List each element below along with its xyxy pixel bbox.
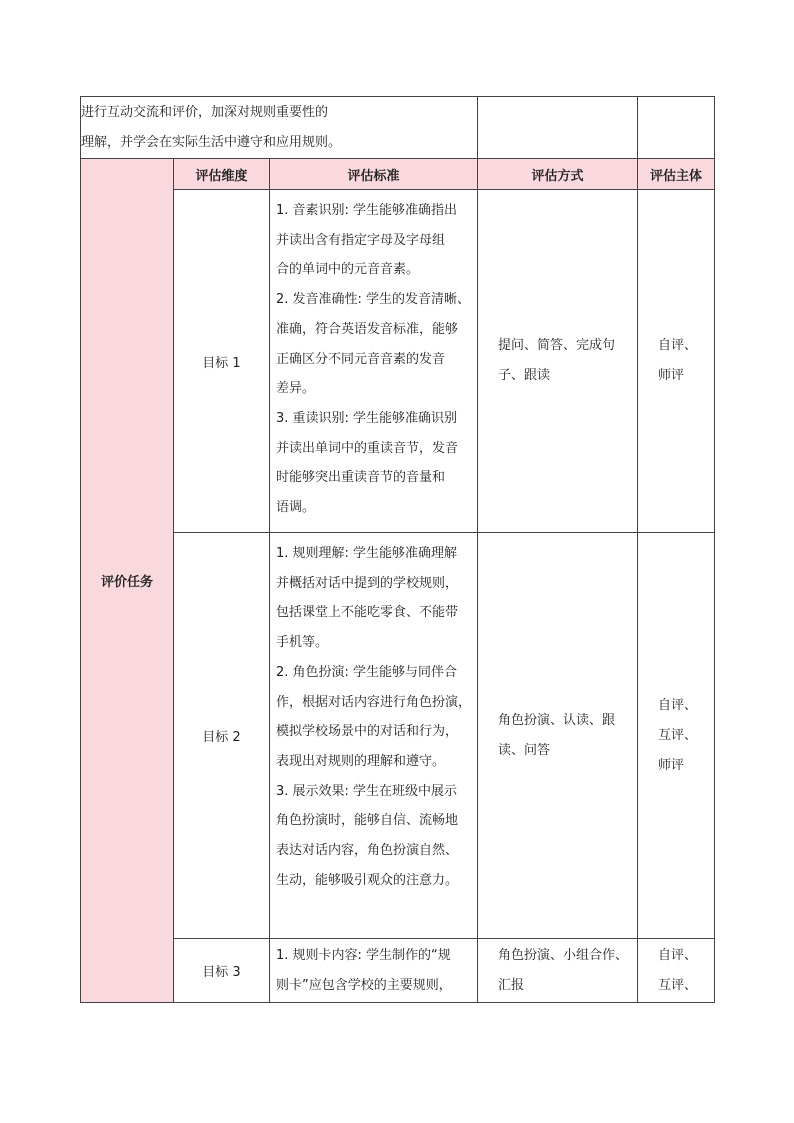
goal-cell: 目标 3: [174, 939, 270, 1003]
criteria-line: 1. 规则理解: 学生能够准确理解: [276, 546, 458, 561]
criteria-line: 正确区分不同元音音素的发音: [276, 351, 446, 367]
goal-cell: 目标 2: [174, 533, 270, 939]
method-cell: [478, 533, 638, 939]
subject-line: 自评、: [658, 948, 698, 963]
criteria-line: 并概括对话中提到的学校规则，: [276, 575, 459, 591]
header-row: [81, 159, 715, 190]
criteria-line: 2. 角色扮演: 学生能够与同伴合: [276, 664, 458, 680]
criteria-line: 表现出对规则的理解和遵守。: [276, 753, 446, 769]
criteria-line: 1. 音素识别: 学生能够准确指出: [276, 203, 458, 218]
header-dimension: 评估维度: [174, 159, 270, 190]
subject-cell: [638, 533, 715, 939]
criteria-line: 表达对话内容，角色扮演自然、: [276, 843, 459, 859]
criteria-cell: [270, 190, 478, 533]
empty-cell: [478, 97, 638, 159]
criteria-cell: [270, 533, 478, 939]
header-subject: 评估主体: [638, 159, 715, 190]
header-criteria: 评估标准: [270, 159, 478, 190]
criteria-line: 合的单词中的元音音素。: [276, 262, 420, 278]
goal-cell: 目标 1: [174, 190, 270, 533]
criteria-line: 差异。: [276, 381, 316, 397]
criteria-line: 包括课堂上不能吃零食、不能带: [276, 605, 459, 621]
criteria-line: 2. 发音准确性: 学生的发音清晰、: [276, 292, 471, 308]
method-line: 子、跟读: [498, 368, 551, 383]
table-row: [81, 939, 715, 1003]
header-method: 评估方式: [478, 159, 638, 190]
side-label: 评价任务: [100, 575, 153, 590]
criteria-line: 作，根据对话内容进行角色扮演，: [276, 694, 472, 710]
criteria-line: 准确，符合英语发音标准，能够: [276, 321, 459, 337]
subject-line: 互评、: [658, 978, 698, 993]
empty-cell: [638, 97, 715, 159]
method-cell: [478, 190, 638, 533]
criteria-line: 3. 重读识别: 学生能够准确识别: [276, 410, 458, 426]
method-line: 提问、简答、完成句: [498, 338, 616, 353]
intro-line: 进行互动交流和评价，加深对规则重要性的: [81, 104, 329, 120]
table-row: [81, 190, 715, 533]
method-line: 读、问答: [498, 742, 551, 758]
subject-line: 互评、: [658, 727, 698, 743]
subject-line: 自评、: [658, 697, 698, 713]
method-line: 汇报: [498, 978, 525, 993]
method-line: 角色扮演、小组合作、: [498, 948, 629, 963]
subject-cell: [638, 939, 715, 1003]
method-line: 角色扮演、认读、跟: [498, 712, 616, 728]
criteria-line: 1. 规则卡内容: 学生制作的“规: [276, 948, 451, 963]
criteria-line: 并读出单词中的重读音节，发音: [276, 440, 459, 456]
criteria-line: 角色扮演时，能够自信、流畅地: [276, 813, 459, 829]
evaluation-table: [80, 96, 715, 1003]
intro-cell: [81, 97, 478, 159]
side-label-cell: [81, 159, 174, 1003]
criteria-cell: [270, 939, 478, 1003]
criteria-line: 3. 展示效果: 学生在班级中展示: [276, 783, 458, 799]
subject-cell: [638, 190, 715, 533]
criteria-line: 并读出含有指定字母及字母组: [276, 232, 446, 248]
table-row: [81, 533, 715, 939]
method-cell: [478, 939, 638, 1003]
subject-line: 师评: [658, 368, 685, 383]
intro-line: 理解，并学会在实际生活中遵守和应用规则。: [81, 134, 342, 150]
subject-line: 自评、: [658, 338, 698, 353]
intro-row: [81, 97, 715, 159]
subject-line: 师评: [658, 757, 685, 773]
criteria-line: 生动，能够吸引观众的注意力。: [276, 872, 459, 888]
criteria-line: 时能够突出重读音节的音量和: [276, 470, 446, 486]
criteria-line: 语调。: [276, 500, 316, 516]
criteria-line: 模拟学校场景中的对话和行为，: [276, 724, 459, 740]
criteria-line: 手机等。: [276, 635, 329, 651]
criteria-line: 则卡”应包含学校的主要规则，: [276, 977, 452, 993]
